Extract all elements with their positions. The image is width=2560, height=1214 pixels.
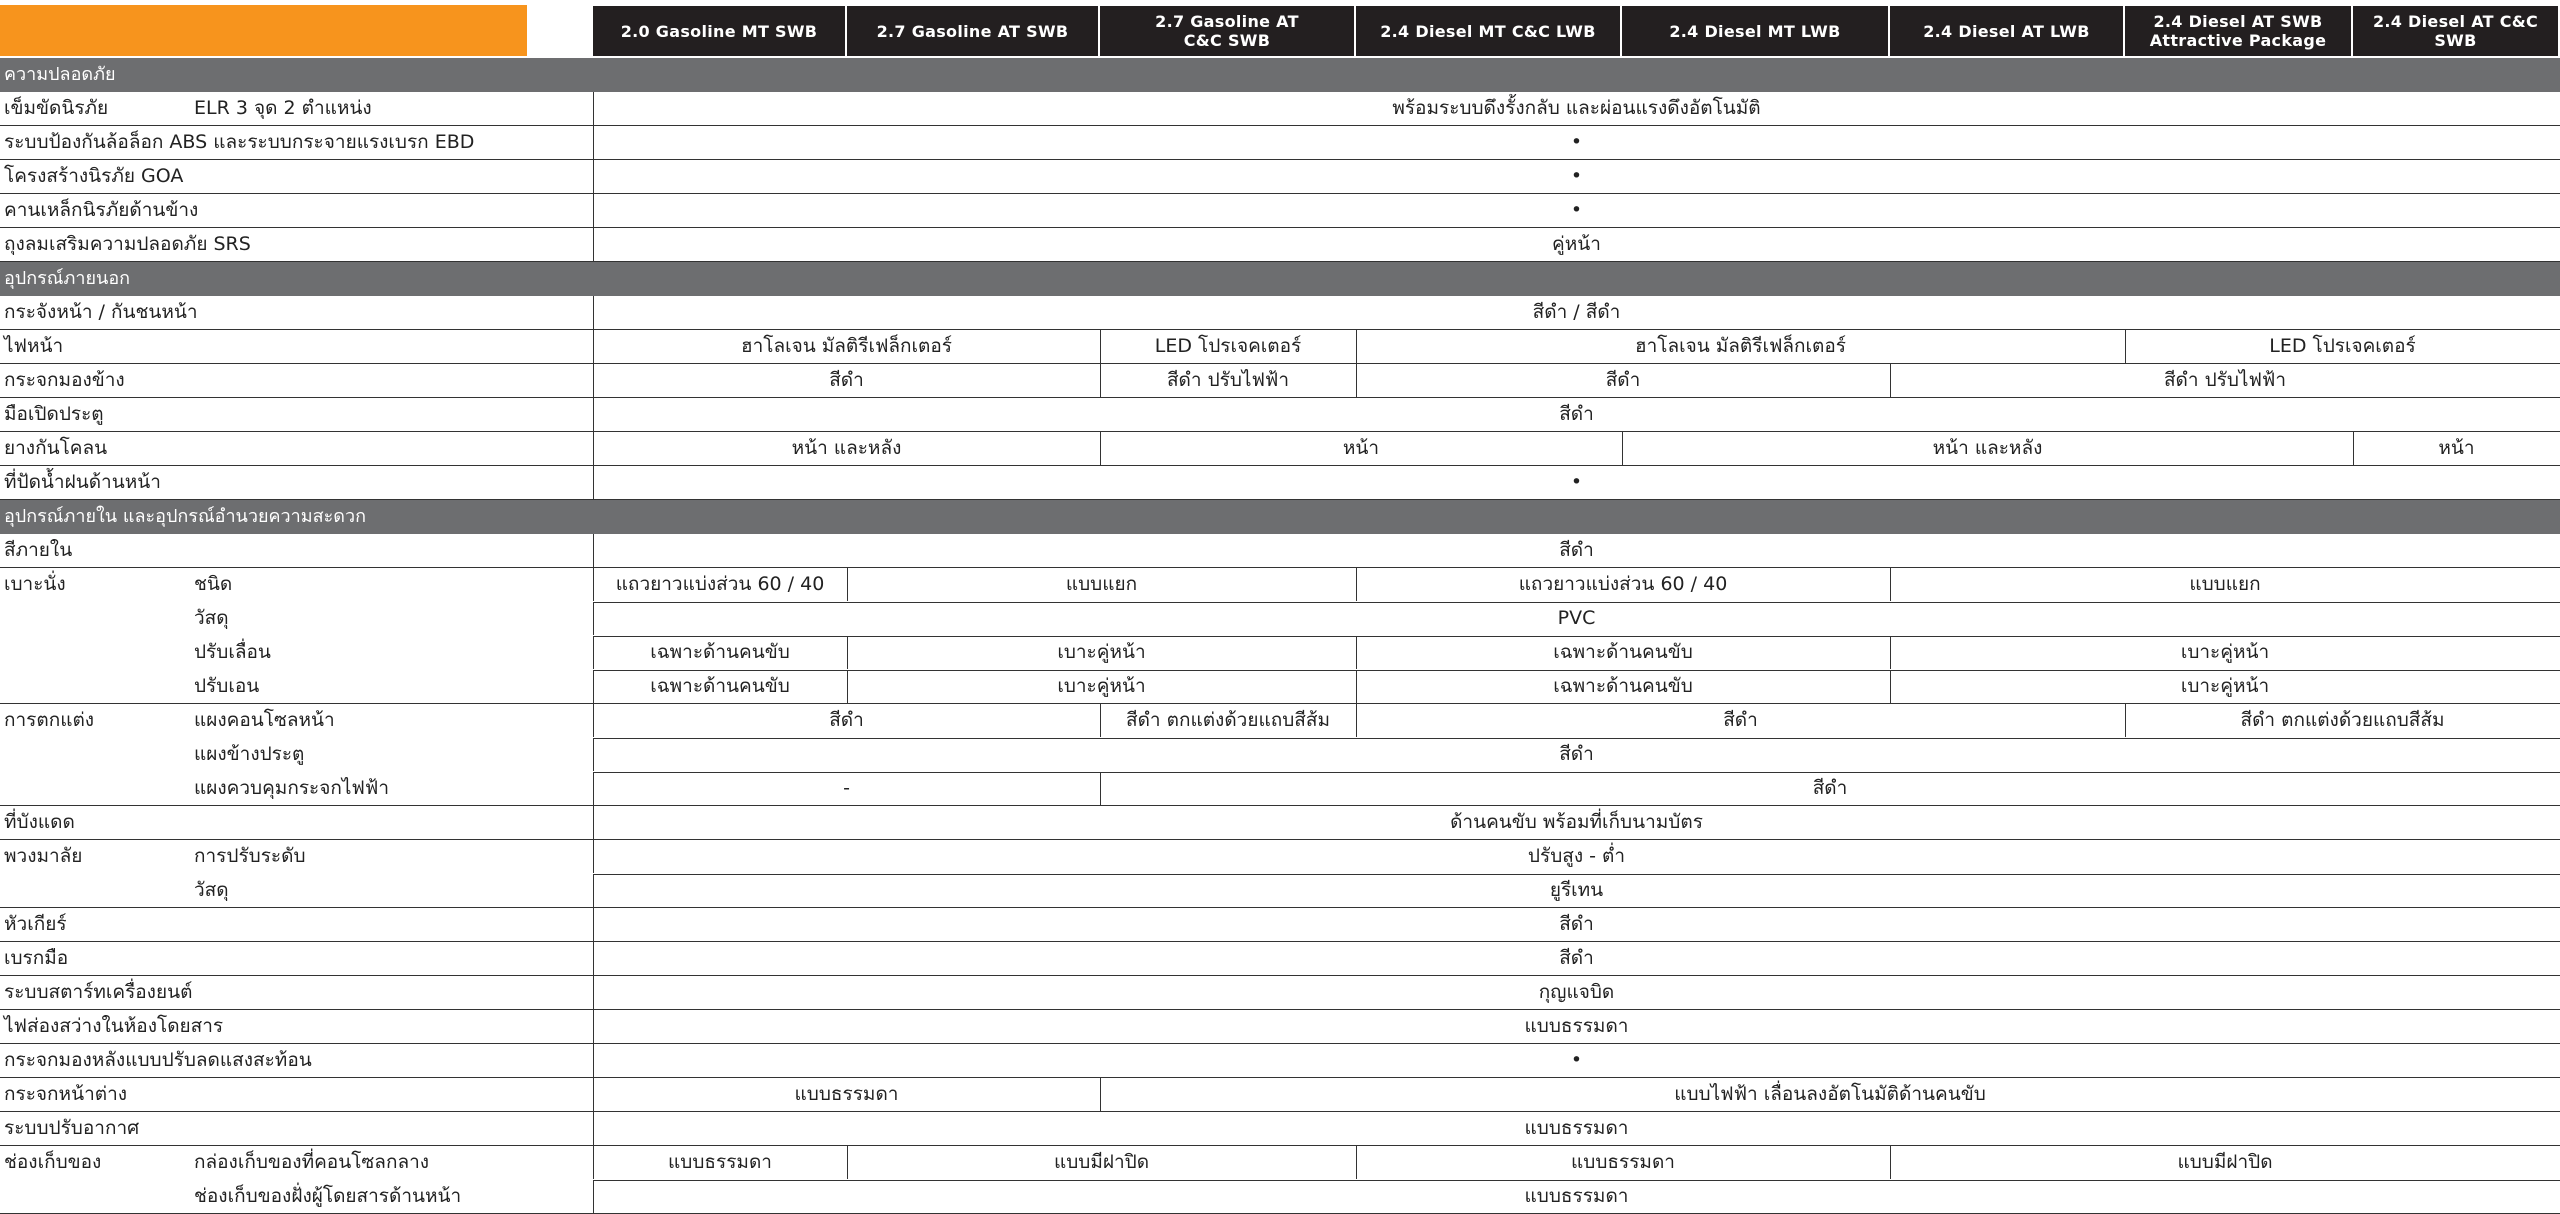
cell-divider — [593, 398, 594, 431]
cell-divider — [1890, 568, 1891, 601]
value-cell: แบบมีฝาปิด — [2177, 1151, 2273, 1173]
row-label: มือเปิดประตู — [4, 403, 104, 425]
table-row — [0, 738, 2560, 772]
value-cell: พร้อมระบบดึงรั้งกลับ และผ่อนแรงดึงอัตโนมัติ — [1392, 97, 1761, 119]
cell-divider — [593, 568, 594, 601]
value-cell: เฉพาะด้านคนขับ — [650, 675, 790, 697]
cell-divider — [593, 772, 594, 805]
value-cell: เบาะคู่หน้า — [1057, 675, 1146, 697]
value-cell: สีดำ — [1812, 777, 1848, 799]
table-row — [0, 160, 2560, 194]
value-cell: ปรับสูง - ต่ำ — [1527, 845, 1626, 867]
cell-divider — [1890, 1146, 1891, 1179]
row-label: เบาะนั่ง — [4, 573, 66, 595]
value-cell: คู่หน้า — [1552, 233, 1601, 255]
cell-divider — [593, 126, 594, 159]
cell-divider — [1890, 670, 1891, 703]
column-header: 2.7 Gasoline AT C&C SWB — [1100, 6, 1356, 56]
row-label: ช่องเก็บของ — [4, 1151, 102, 1173]
table-row — [0, 398, 2560, 432]
value-cell: หน้า และหลัง — [1932, 437, 2043, 459]
table-row — [0, 296, 2560, 330]
row-label: ที่ปัดน้ำฝนด้านหน้า — [4, 471, 161, 493]
row-sublabel: กล่องเก็บของที่คอนโซลกลาง — [194, 1151, 430, 1173]
cell-divider — [593, 1112, 594, 1145]
value-cell: สีดำ ตกแต่งด้วยแถบสีส้ม — [2240, 709, 2445, 731]
value-cell: เฉพาะด้านคนขับ — [1553, 641, 1693, 663]
cell-divider — [593, 976, 594, 1009]
value-cell: เบาะคู่หน้า — [2180, 641, 2270, 663]
value-cell: LED โปรเจคเตอร์ — [2269, 335, 2416, 357]
value-cell: แบบธรรมดา — [1571, 1151, 1675, 1173]
section-title: ความปลอดภัย — [4, 64, 116, 85]
row-sublabel: แผงคอนโซลหน้า — [194, 709, 335, 731]
table-row — [0, 840, 2560, 874]
table-row — [0, 194, 2560, 228]
row-label: กระจกหน้าต่าง — [4, 1083, 128, 1105]
row-label: ไฟหน้า — [4, 335, 64, 357]
table-row — [0, 908, 2560, 942]
value-cell: เฉพาะด้านคนขับ — [1553, 675, 1693, 697]
section-header — [0, 58, 2560, 92]
cell-divider — [593, 1180, 594, 1213]
cell-divider — [593, 296, 594, 329]
value-cell: สีดำ — [1605, 369, 1641, 391]
cell-divider — [1622, 432, 1623, 465]
cell-divider — [593, 806, 594, 839]
value-cell: แบบไฟฟ้า เลื่อนลงอัตโนมัติด้านคนขับ — [1674, 1083, 1986, 1105]
value-cell: แบบธรรมดา — [1524, 1117, 1629, 1139]
section-header — [0, 500, 2560, 534]
row-sublabel: แผงข้างประตู — [194, 743, 305, 765]
table-row — [0, 1146, 2560, 1180]
cell-divider — [1356, 670, 1357, 703]
table-row — [0, 364, 2560, 398]
row-label: ถุงลมเสริมความปลอดภัย SRS — [4, 233, 251, 255]
table-row — [0, 1010, 2560, 1044]
value-cell: แถวยาวแบ่งส่วน 60 / 40 — [615, 573, 825, 595]
value-cell: เบาะคู่หน้า — [1057, 641, 1146, 663]
cell-divider — [1356, 364, 1357, 397]
cell-divider — [593, 670, 594, 703]
value-cell: สีดำ — [1559, 913, 1594, 935]
value-cell: PVC — [1557, 607, 1596, 629]
table-row — [0, 1044, 2560, 1078]
row-label: หัวเกียร์ — [4, 913, 67, 935]
value-cell: แบบมีฝาปิด — [1053, 1151, 1150, 1173]
row-label: กระจังหน้า / กันชนหน้า — [4, 301, 198, 323]
table-row — [0, 534, 2560, 568]
cell-divider — [593, 160, 594, 193]
section-header — [0, 262, 2560, 296]
row-sublabel: การปรับระดับ — [194, 845, 306, 867]
cell-divider — [593, 738, 594, 771]
column-header: 2.4 Diesel AT SWB Attractive Package — [2125, 6, 2353, 56]
table-row — [0, 772, 2560, 806]
row-label: ระบบสตาร์ทเครื่องยนต์ — [4, 981, 193, 1003]
value-cell: สีดำ — [1559, 403, 1594, 425]
cell-divider — [847, 636, 848, 669]
table-row — [0, 976, 2560, 1010]
value-cell: LED โปรเจคเตอร์ — [1154, 335, 1302, 357]
cell-divider — [847, 670, 848, 703]
value-cell: - — [843, 777, 850, 799]
row-label: ระบบป้องกันล้อล็อก ABS และระบบกระจายแรงเบรก EBD — [4, 131, 475, 153]
cell-divider — [1100, 330, 1101, 363]
cell-divider — [1890, 364, 1891, 397]
row-label: เบรกมือ — [4, 947, 69, 969]
value-cell: สีดำ ปรับไฟฟ้า — [2163, 369, 2287, 391]
row-label: พวงมาลัย — [4, 845, 83, 867]
table-row — [0, 330, 2560, 364]
value-cell: แบบธรรมดา — [668, 1151, 772, 1173]
value-cell: แบบแยก — [1065, 573, 1138, 595]
cell-divider — [593, 908, 594, 941]
cell-divider — [593, 704, 594, 737]
value-cell: • — [1570, 199, 1583, 221]
cell-divider — [2125, 704, 2126, 737]
cell-divider — [1356, 568, 1357, 601]
value-cell: สีดำ — [1559, 947, 1594, 969]
cell-divider — [593, 840, 594, 873]
table-row — [0, 1180, 2560, 1214]
cell-divider — [1356, 704, 1357, 737]
table-row — [0, 670, 2560, 704]
column-header: 2.4 Diesel AT C&C SWB — [2353, 6, 2560, 56]
value-cell: หน้า — [1342, 437, 1380, 459]
value-cell: สีดำ — [1559, 743, 1594, 765]
value-cell: สีดำ — [1559, 539, 1594, 561]
cell-divider — [1100, 364, 1101, 397]
table-row — [0, 228, 2560, 262]
header-accent-block — [0, 5, 527, 56]
value-cell: • — [1570, 471, 1583, 493]
cell-divider — [593, 1044, 594, 1077]
row-label: สีภายใน — [4, 539, 73, 561]
row-label: ระบบปรับอากาศ — [4, 1117, 140, 1139]
column-header: 2.0 Gasoline MT SWB — [593, 6, 847, 56]
row-label: กระจกมองหลังแบบปรับลดแสงสะท้อน — [4, 1049, 312, 1071]
value-cell: แถวยาวแบ่งส่วน 60 / 40 — [1518, 573, 1728, 595]
cell-divider — [847, 1146, 848, 1179]
value-cell: สีดำ ตกแต่งด้วยแถบสีส้ม — [1125, 709, 1331, 731]
cell-divider — [593, 466, 594, 499]
value-cell: ฮาโลเจน มัลติรีเฟล็กเตอร์ — [740, 335, 953, 357]
cell-divider — [1356, 330, 1357, 363]
table-row — [0, 1078, 2560, 1112]
row-sublabel: ปรับเลื่อน — [194, 641, 271, 663]
cell-divider — [593, 1078, 594, 1111]
value-cell: สีดำ ปรับไฟฟ้า — [1166, 369, 1290, 391]
cell-divider — [1100, 432, 1101, 465]
cell-divider — [593, 364, 594, 397]
value-cell: ฮาโลเจน มัลติรีเฟล็กเตอร์ — [1634, 335, 1847, 357]
value-cell: สีดำ — [829, 709, 864, 731]
table-row — [0, 704, 2560, 738]
column-header: 2.7 Gasoline AT SWB — [847, 6, 1100, 56]
table-row — [0, 636, 2560, 670]
value-cell: หน้า — [2438, 437, 2475, 459]
value-cell: แบบแยก — [2189, 573, 2261, 595]
cell-divider — [593, 1010, 594, 1043]
row-label: การตกแต่ง — [4, 709, 95, 731]
column-header: 2.4 Diesel MT LWB — [1622, 6, 1890, 56]
section-title: อุปกรณ์ภายใน และอุปกรณ์อำนวยความสะดวก — [4, 506, 366, 527]
cell-divider — [593, 228, 594, 261]
table-row — [0, 92, 2560, 126]
value-cell: • — [1570, 131, 1583, 153]
row-sublabel: ELR 3 จุด 2 ตำแหน่ง — [194, 97, 372, 119]
value-cell: สีดำ — [829, 369, 864, 391]
cell-divider — [593, 194, 594, 227]
value-cell: หน้า และหลัง — [791, 437, 902, 459]
cell-divider — [1100, 772, 1101, 805]
row-label: เข็มขัดนิรภัย — [4, 97, 109, 119]
value-cell: • — [1570, 165, 1583, 187]
cell-divider — [593, 942, 594, 975]
cell-divider — [593, 330, 594, 363]
value-cell: สีดำ — [1723, 709, 1758, 731]
row-sublabel: ชนิด — [194, 573, 233, 595]
table-row — [0, 1112, 2560, 1146]
value-cell: กุญแจบิด — [1538, 981, 1615, 1003]
row-label: ไฟส่องสว่างในห้องโดยสาร — [4, 1015, 224, 1037]
value-cell: • — [1570, 1049, 1583, 1071]
row-label: กระจกมองข้าง — [4, 369, 125, 391]
cell-divider — [593, 534, 594, 567]
cell-divider — [1890, 636, 1891, 669]
column-header: 2.4 Diesel AT LWB — [1890, 6, 2125, 56]
value-cell: สีดำ / สีดำ — [1532, 301, 1621, 323]
value-cell: แบบธรรมดา — [1524, 1015, 1629, 1037]
cell-divider — [1356, 636, 1357, 669]
cell-divider — [2353, 432, 2354, 465]
row-sublabel: แผงควบคุมกระจกไฟฟ้า — [194, 777, 390, 799]
table-header — [0, 0, 2560, 58]
cell-divider — [593, 874, 594, 907]
cell-divider — [593, 602, 594, 635]
table-row — [0, 602, 2560, 636]
section-title: อุปกรณ์ภายนอก — [4, 268, 131, 289]
row-label: ที่บังแดด — [4, 811, 75, 833]
cell-divider — [593, 432, 594, 465]
row-sublabel: ปรับเอน — [194, 675, 260, 697]
table-row — [0, 806, 2560, 840]
row-label: ยางกันโคลน — [4, 437, 108, 459]
cell-divider — [1356, 1146, 1357, 1179]
table-row — [0, 432, 2560, 466]
row-sublabel: วัสดุ — [194, 879, 229, 901]
row-label: โครงสร้างนิรภัย GOA — [4, 165, 184, 187]
table-row — [0, 942, 2560, 976]
cell-divider — [1100, 1078, 1101, 1111]
value-cell: เบาะคู่หน้า — [2180, 675, 2270, 697]
row-label: คานเหล็กนิรภัยด้านข้าง — [4, 199, 199, 221]
table-row — [0, 466, 2560, 500]
value-cell: เฉพาะด้านคนขับ — [650, 641, 790, 663]
value-cell: แบบธรรมดา — [1524, 1185, 1629, 1207]
row-sublabel: ช่องเก็บของฝั่งผู้โดยสารด้านหน้า — [194, 1185, 462, 1207]
table-row — [0, 874, 2560, 908]
value-cell: แบบธรรมดา — [794, 1083, 899, 1105]
cell-divider — [1100, 704, 1101, 737]
table-row — [0, 568, 2560, 602]
cell-divider — [593, 1146, 594, 1179]
cell-divider — [847, 568, 848, 601]
value-cell: ด้านคนขับ พร้อมที่เก็บนามบัตร — [1450, 811, 1703, 833]
column-header: 2.4 Diesel MT C&C LWB — [1356, 6, 1622, 56]
row-sublabel: วัสดุ — [194, 607, 229, 629]
table-row — [0, 126, 2560, 160]
value-cell: ยูรีเทน — [1549, 879, 1604, 901]
cell-divider — [593, 636, 594, 669]
cell-divider — [2125, 330, 2126, 363]
cell-divider — [593, 92, 594, 125]
